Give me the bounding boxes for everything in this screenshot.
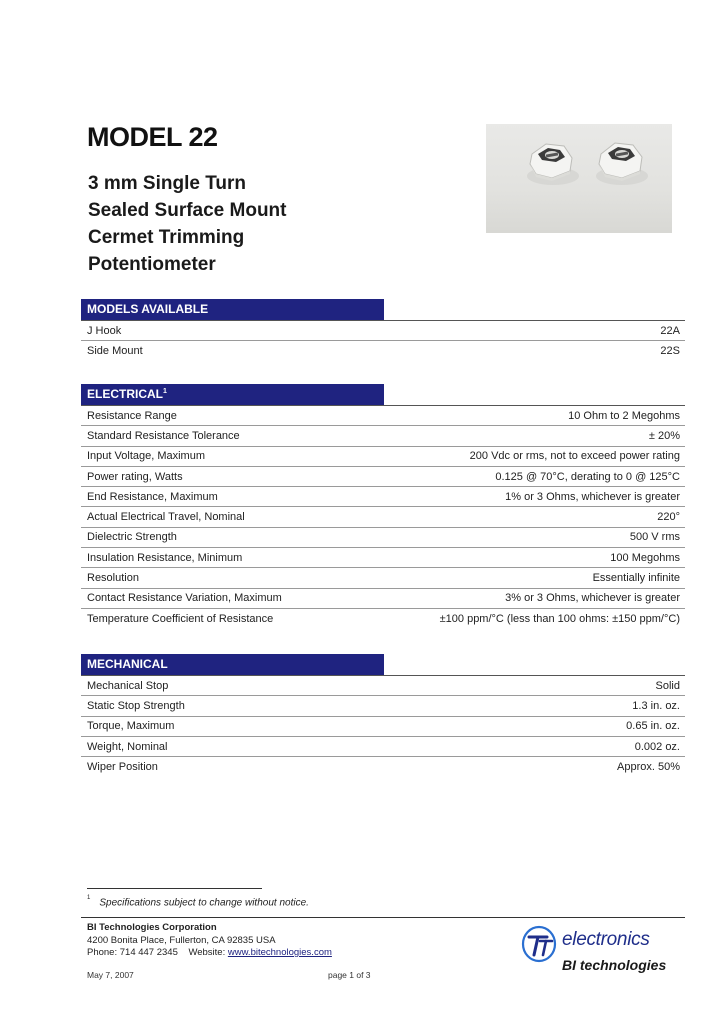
row-value: ±100 ppm/°C (less than 100 ohms: ±150 ppm/°C) [439, 613, 680, 626]
section-header-electrical [81, 384, 384, 405]
row-value: 3% or 3 Ohms, whichever is greater [505, 592, 680, 605]
row-label: Contact Resistance Variation, Maximum [87, 592, 282, 605]
table-row [81, 676, 685, 696]
row-value: Approx. 50% [617, 761, 680, 774]
section-mechanical [81, 654, 685, 777]
company-logo [520, 922, 680, 978]
row-value: 10 Ohm to 2 Megohms [568, 409, 680, 422]
page-number: page 1 of 3 [328, 970, 371, 980]
trimmer-left [530, 144, 572, 181]
table-row [81, 467, 685, 487]
row-value: 0.125 @ 70°C, derating to 0 @ 125°C [495, 470, 680, 483]
row-value: 200 Vdc or rms, not to exceed power rating [469, 450, 680, 463]
row-label: Wiper Position [87, 761, 158, 774]
row-value: 0.002 oz. [634, 740, 680, 753]
section-heading-text: MODELS AVAILABLE [87, 302, 209, 316]
row-label: End Resistance, Maximum [87, 490, 218, 503]
table-row [81, 737, 685, 757]
section-heading-text: MECHANICAL [87, 657, 168, 671]
footnote-divider [87, 888, 262, 889]
subtitle-line: Potentiometer [88, 254, 216, 275]
subtitle-line: Sealed Surface Mount [88, 200, 287, 221]
table-row [81, 341, 685, 361]
row-label: Standard Resistance Tolerance [87, 429, 240, 442]
table-row [81, 589, 685, 609]
table-row [81, 487, 685, 507]
website-link[interactable]: www.bitechnologies.com [227, 947, 332, 958]
footnote-marker: 1 [87, 895, 91, 901]
row-value: 100 Megohms [610, 551, 680, 564]
row-value: Solid [655, 679, 680, 692]
product-photo [486, 124, 672, 233]
row-value: ± 20% [648, 429, 680, 442]
row-value: 22A [660, 324, 680, 337]
tt-logo-icon [520, 924, 560, 964]
row-label: Weight, Nominal [87, 740, 168, 753]
row-label: Torque, Maximum [87, 720, 175, 733]
table-row [81, 568, 685, 588]
row-label: Input Voltage, Maximum [87, 450, 206, 463]
table-row [81, 321, 685, 341]
row-label: J Hook [87, 324, 122, 337]
document-date: May 7, 2007 [87, 970, 134, 980]
company-contact [87, 947, 332, 960]
row-value: 0.65 in. oz. [626, 720, 680, 733]
table-row [81, 406, 685, 426]
company-info [87, 922, 332, 960]
table-row [81, 447, 685, 467]
row-value: Essentially infinite [592, 572, 680, 585]
section-heading-text: ELECTRICAL [87, 387, 163, 401]
footnote-text: Specifications subject to change without notice. [99, 897, 309, 909]
logo-bi-technologies-text: BI technologies [562, 957, 667, 973]
row-label: Mechanical Stop [87, 679, 169, 692]
section-header-mechanical [81, 654, 384, 675]
table-row [81, 609, 685, 629]
company-address: 4200 Bonita Place, Fullerton, CA 92835 USA [87, 934, 276, 946]
section-header-models [81, 299, 384, 320]
table-row [81, 426, 685, 446]
row-label: Side Mount [87, 345, 143, 358]
table-row [81, 548, 685, 568]
row-value: 220° [657, 511, 680, 524]
row-label: Dielectric Strength [87, 531, 177, 544]
row-label: Temperature Coefficient of Resistance [87, 613, 274, 626]
table-row [81, 528, 685, 548]
table-row [81, 507, 685, 527]
table-row [81, 717, 685, 737]
product-subtitle [88, 170, 287, 278]
footer-divider [81, 917, 685, 918]
trimmer-photo-illustration [486, 124, 672, 233]
row-label: Actual Electrical Travel, Nominal [87, 511, 245, 524]
subtitle-line: Cermet Trimming [88, 227, 245, 248]
row-value: 500 V rms [629, 531, 680, 544]
trimmer-right [599, 143, 642, 181]
row-value: 22S [660, 345, 680, 358]
section-models [81, 299, 685, 362]
table-row [81, 696, 685, 716]
page-title: MODEL 22 [87, 122, 218, 152]
row-value: 1% or 3 Ohms, whichever is greater [505, 490, 680, 503]
row-label: Power rating, Watts [87, 470, 183, 483]
row-label: Resistance Range [87, 409, 177, 422]
row-label: Static Stop Strength [87, 699, 185, 712]
subtitle-line: 3 mm Single Turn [88, 173, 247, 194]
row-value: 1.3 in. oz. [632, 699, 680, 712]
table-row [81, 757, 685, 777]
section-electrical [81, 384, 685, 629]
footnote-ref: 1 [163, 388, 167, 395]
footnote [87, 897, 309, 908]
row-label: Insulation Resistance, Minimum [87, 551, 243, 564]
company-name: BI Technologies Corporation [87, 922, 217, 933]
logo-electronics-text: electronics [562, 929, 650, 950]
row-label: Resolution [87, 572, 139, 585]
company-phone: Phone: 714 447 2345 [87, 947, 178, 958]
website-label: Website: [188, 947, 226, 958]
